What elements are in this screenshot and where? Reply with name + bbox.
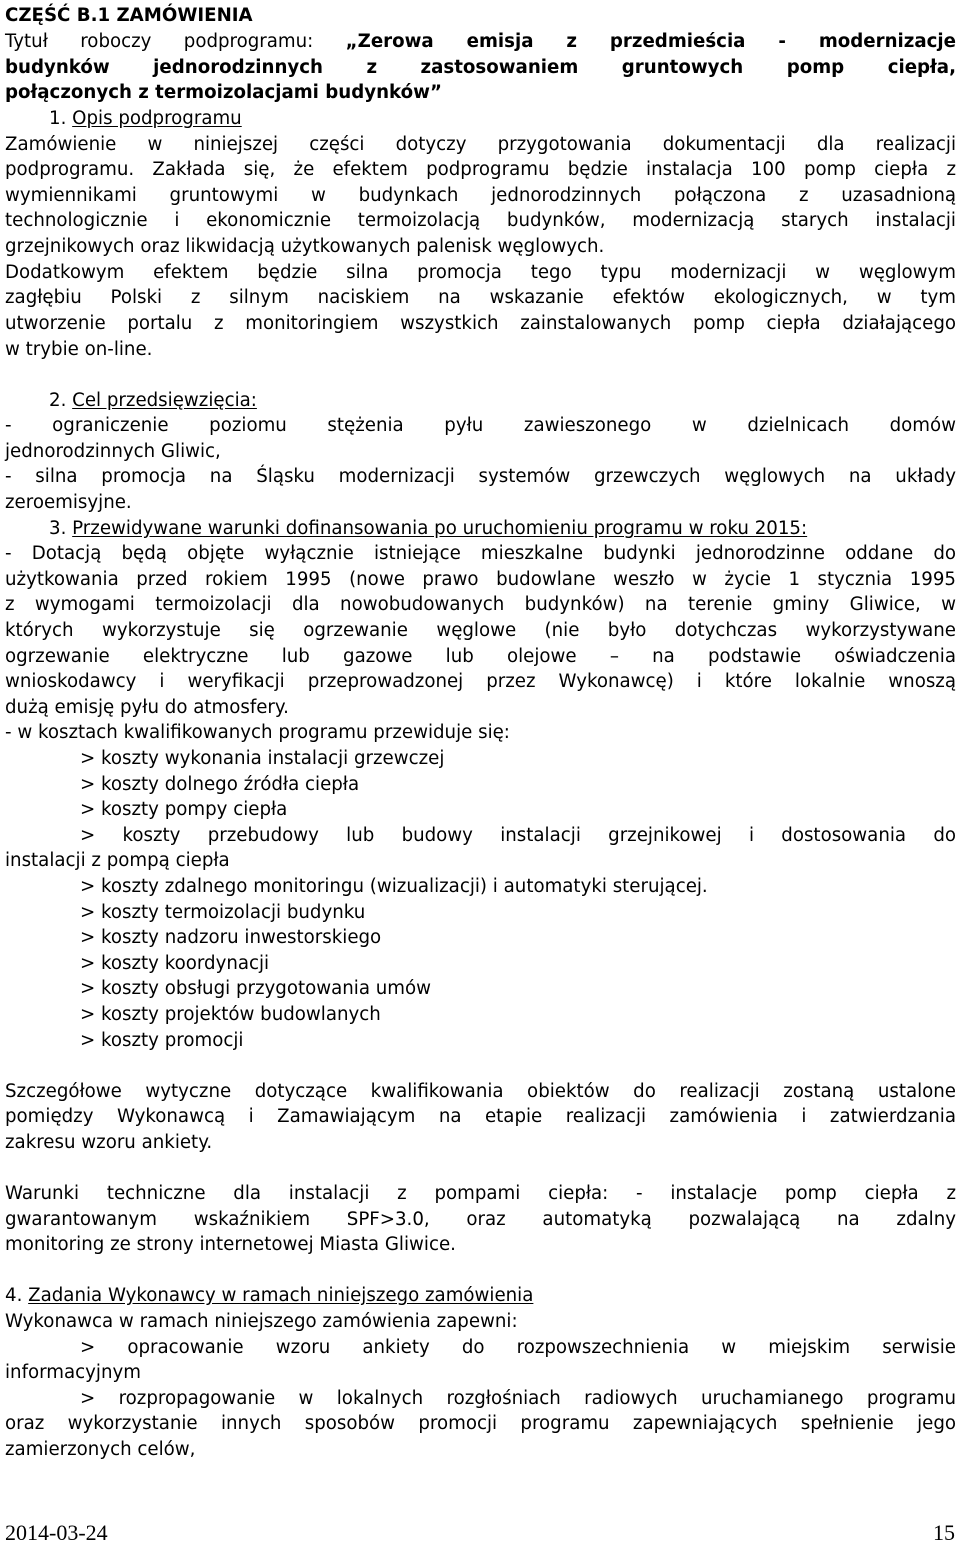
section-2-heading bbox=[49, 388, 257, 414]
title-line-2: budynków jednorodzinnych z zastosowaniem gruntowych pomp ciepła, bbox=[5, 57, 956, 78]
technical-line: Warunki techniczne dla instalacji z pompami ciepła: - instalacje pomp ciepła z bbox=[5, 1183, 956, 1204]
s4-line: Wykonawca w ramach niniejszego zamówienia zapewni: bbox=[5, 1311, 518, 1332]
cost-item: > koszty nadzoru inwestorskiego bbox=[80, 927, 382, 948]
cost-item: > koszty obsługi przygotowania umów bbox=[80, 978, 431, 999]
section-1-title: Opis podprogramu bbox=[72, 108, 242, 129]
title-bold: „Zerowa emisja z przedmieścia - modernizacje bbox=[345, 31, 956, 52]
guidelines-line: pomiędzy Wykonawcą i Zamawiającym na etapie realizacji zamówienia i zatwierdzania bbox=[5, 1106, 956, 1127]
section-3-title: Przewidywane warunki dofinansowania po uruchomieniu programu w roku 2015: bbox=[72, 518, 808, 539]
section-heading: CZĘŚĆ B.1 ZAMÓWIENIA bbox=[5, 5, 253, 26]
cost-item: > koszty promocji bbox=[80, 1030, 244, 1051]
section-1-heading bbox=[49, 106, 242, 132]
section-2-number: 2. bbox=[49, 390, 67, 411]
section-4-heading bbox=[5, 1283, 533, 1309]
cost-item: > koszty koordynacji bbox=[80, 953, 270, 974]
s4-line: oraz wykorzystanie innych sposobów promocji programu zapewniających spełnienie jego bbox=[5, 1413, 956, 1434]
cost-item: > koszty wykonania instalacji grzewczej bbox=[80, 748, 445, 769]
s2-line: zeroemisyjne. bbox=[5, 492, 132, 513]
section-2-title: Cel przedsięwzięcia: bbox=[72, 390, 257, 411]
s3-line: wnioskodawcy i weryfikacji przeprowadzonej przez Wykonawcę) i które lokalnie wnoszą bbox=[5, 671, 956, 692]
cost-item: > koszty termoizolacji budynku bbox=[80, 902, 366, 923]
s4-line: zamierzonych celów, bbox=[5, 1439, 196, 1460]
s3-line: ogrzewanie elektryczne lub gazowe lub olejowe – na podstawie oświadczenia bbox=[5, 646, 956, 667]
s1-line: Dodatkowym efektem będzie silna promocja tego typu modernizacji w węglowym bbox=[5, 262, 956, 283]
s1-line: Zamówienie w niniejszej części dotyczy przygotowania dokumentacji dla realizacji bbox=[5, 134, 956, 155]
s1-line: technologicznie i ekonomicznie termoizolacją budynków, modernizacją starych instalacji bbox=[5, 210, 956, 231]
s2-line: - ograniczenie poziomu stężenia pyłu zawieszonego w dzielnicach domów bbox=[5, 415, 956, 436]
s1-line: grzejnikowych oraz likwidacją użytkowanych palenisk węglowych. bbox=[5, 236, 605, 257]
s3-line: - Dotacją będą objęte wyłącznie istniejące mieszkalne budynki jednorodzinne oddane do bbox=[5, 543, 956, 564]
section-3-heading bbox=[49, 516, 807, 542]
cost-item: > koszty pompy ciepła bbox=[80, 799, 288, 820]
technical-line: monitoring ze strony internetowej Miasta Gliwice. bbox=[5, 1234, 456, 1255]
footer-date: 2014-03-24 bbox=[5, 1520, 108, 1545]
s1-line: zagłębiu Polski z silnym naciskiem na wskazanie efektów ekologicznych, w tym bbox=[5, 287, 956, 308]
s3-line: - w kosztach kwalifikowanych programu przewiduje się: bbox=[5, 722, 510, 743]
s2-line: - silna promocja na Śląsku modernizacji systemów grzewczych węglowych na układy bbox=[5, 466, 956, 487]
s1-line: w trybie on-line. bbox=[5, 339, 153, 360]
s2-line: jednorodzinnych Gliwic, bbox=[5, 441, 221, 462]
section-3-number: 3. bbox=[49, 518, 67, 539]
s3-line: dużą emisję pyłu do atmosfery. bbox=[5, 697, 289, 718]
s4-line: > rozpropagowanie w lokalnych rozgłośniach radiowych uruchamianego programu bbox=[80, 1388, 956, 1409]
cost-item: > koszty dolnego źródła ciepła bbox=[80, 774, 360, 795]
title-line-1 bbox=[5, 29, 956, 55]
cost-item-continuation: instalacji z pompą ciepła bbox=[5, 850, 230, 871]
s1-line: wymiennikami gruntowymi w budynkach jednorodzinnych połączona z uzasadnioną bbox=[5, 185, 956, 206]
s3-line: użytkowania przed rokiem 1995 (nowe prawo budowlane weszło w życie 1 stycznia 1995 bbox=[5, 569, 956, 590]
footer-page-number: 15 bbox=[933, 1520, 955, 1545]
cost-item: > koszty projektów budowlanych bbox=[80, 1004, 381, 1025]
s4-line: informacyjnym bbox=[5, 1362, 141, 1383]
s1-line: podprogramu. Zakłada się, że efektem podprogramu będzie instalacja 100 pomp ciepła z bbox=[5, 159, 956, 180]
technical-line: gwarantowanym wskaźnikiem SPF>3.0, oraz automatyką pozwalającą na zdalny bbox=[5, 1209, 956, 1230]
title-prefix: Tytuł roboczy podprogramu: bbox=[5, 31, 346, 52]
title-line-3: połączonych z termoizolacjami budynków” bbox=[5, 82, 442, 103]
cost-item: > koszty zdalnego monitoringu (wizualizacji) i automatyki sterującej. bbox=[80, 876, 708, 897]
s1-line: utworzenie portalu z monitoringiem wszystkich zainstalowanych pomp ciepła działającego bbox=[5, 313, 956, 334]
cost-item: > koszty przebudowy lub budowy instalacji grzejnikowej i dostosowania do bbox=[80, 825, 956, 846]
s4-line: > opracowanie wzoru ankiety do rozpowszechnienia w miejskim serwisie bbox=[80, 1337, 956, 1358]
section-4-title: Zadania Wykonawcy w ramach niniejszego zamówienia bbox=[28, 1285, 534, 1306]
s3-line: z wymogami termoizolacji dla nowobudowanych budynków) na terenie gminy Gliwice, w bbox=[5, 594, 956, 615]
guidelines-line: Szczegółowe wytyczne dotyczące kwalifikowania obiektów do realizacji zostaną ustalone bbox=[5, 1081, 956, 1102]
section-1-number: 1. bbox=[49, 108, 67, 129]
guidelines-line: zakresu wzoru ankiety. bbox=[5, 1132, 213, 1153]
s3-line: których wykorzystuje się ogrzewanie węglowe (nie było dotychczas wykorzystywane bbox=[5, 620, 956, 641]
section-4-number: 4. bbox=[5, 1285, 23, 1306]
